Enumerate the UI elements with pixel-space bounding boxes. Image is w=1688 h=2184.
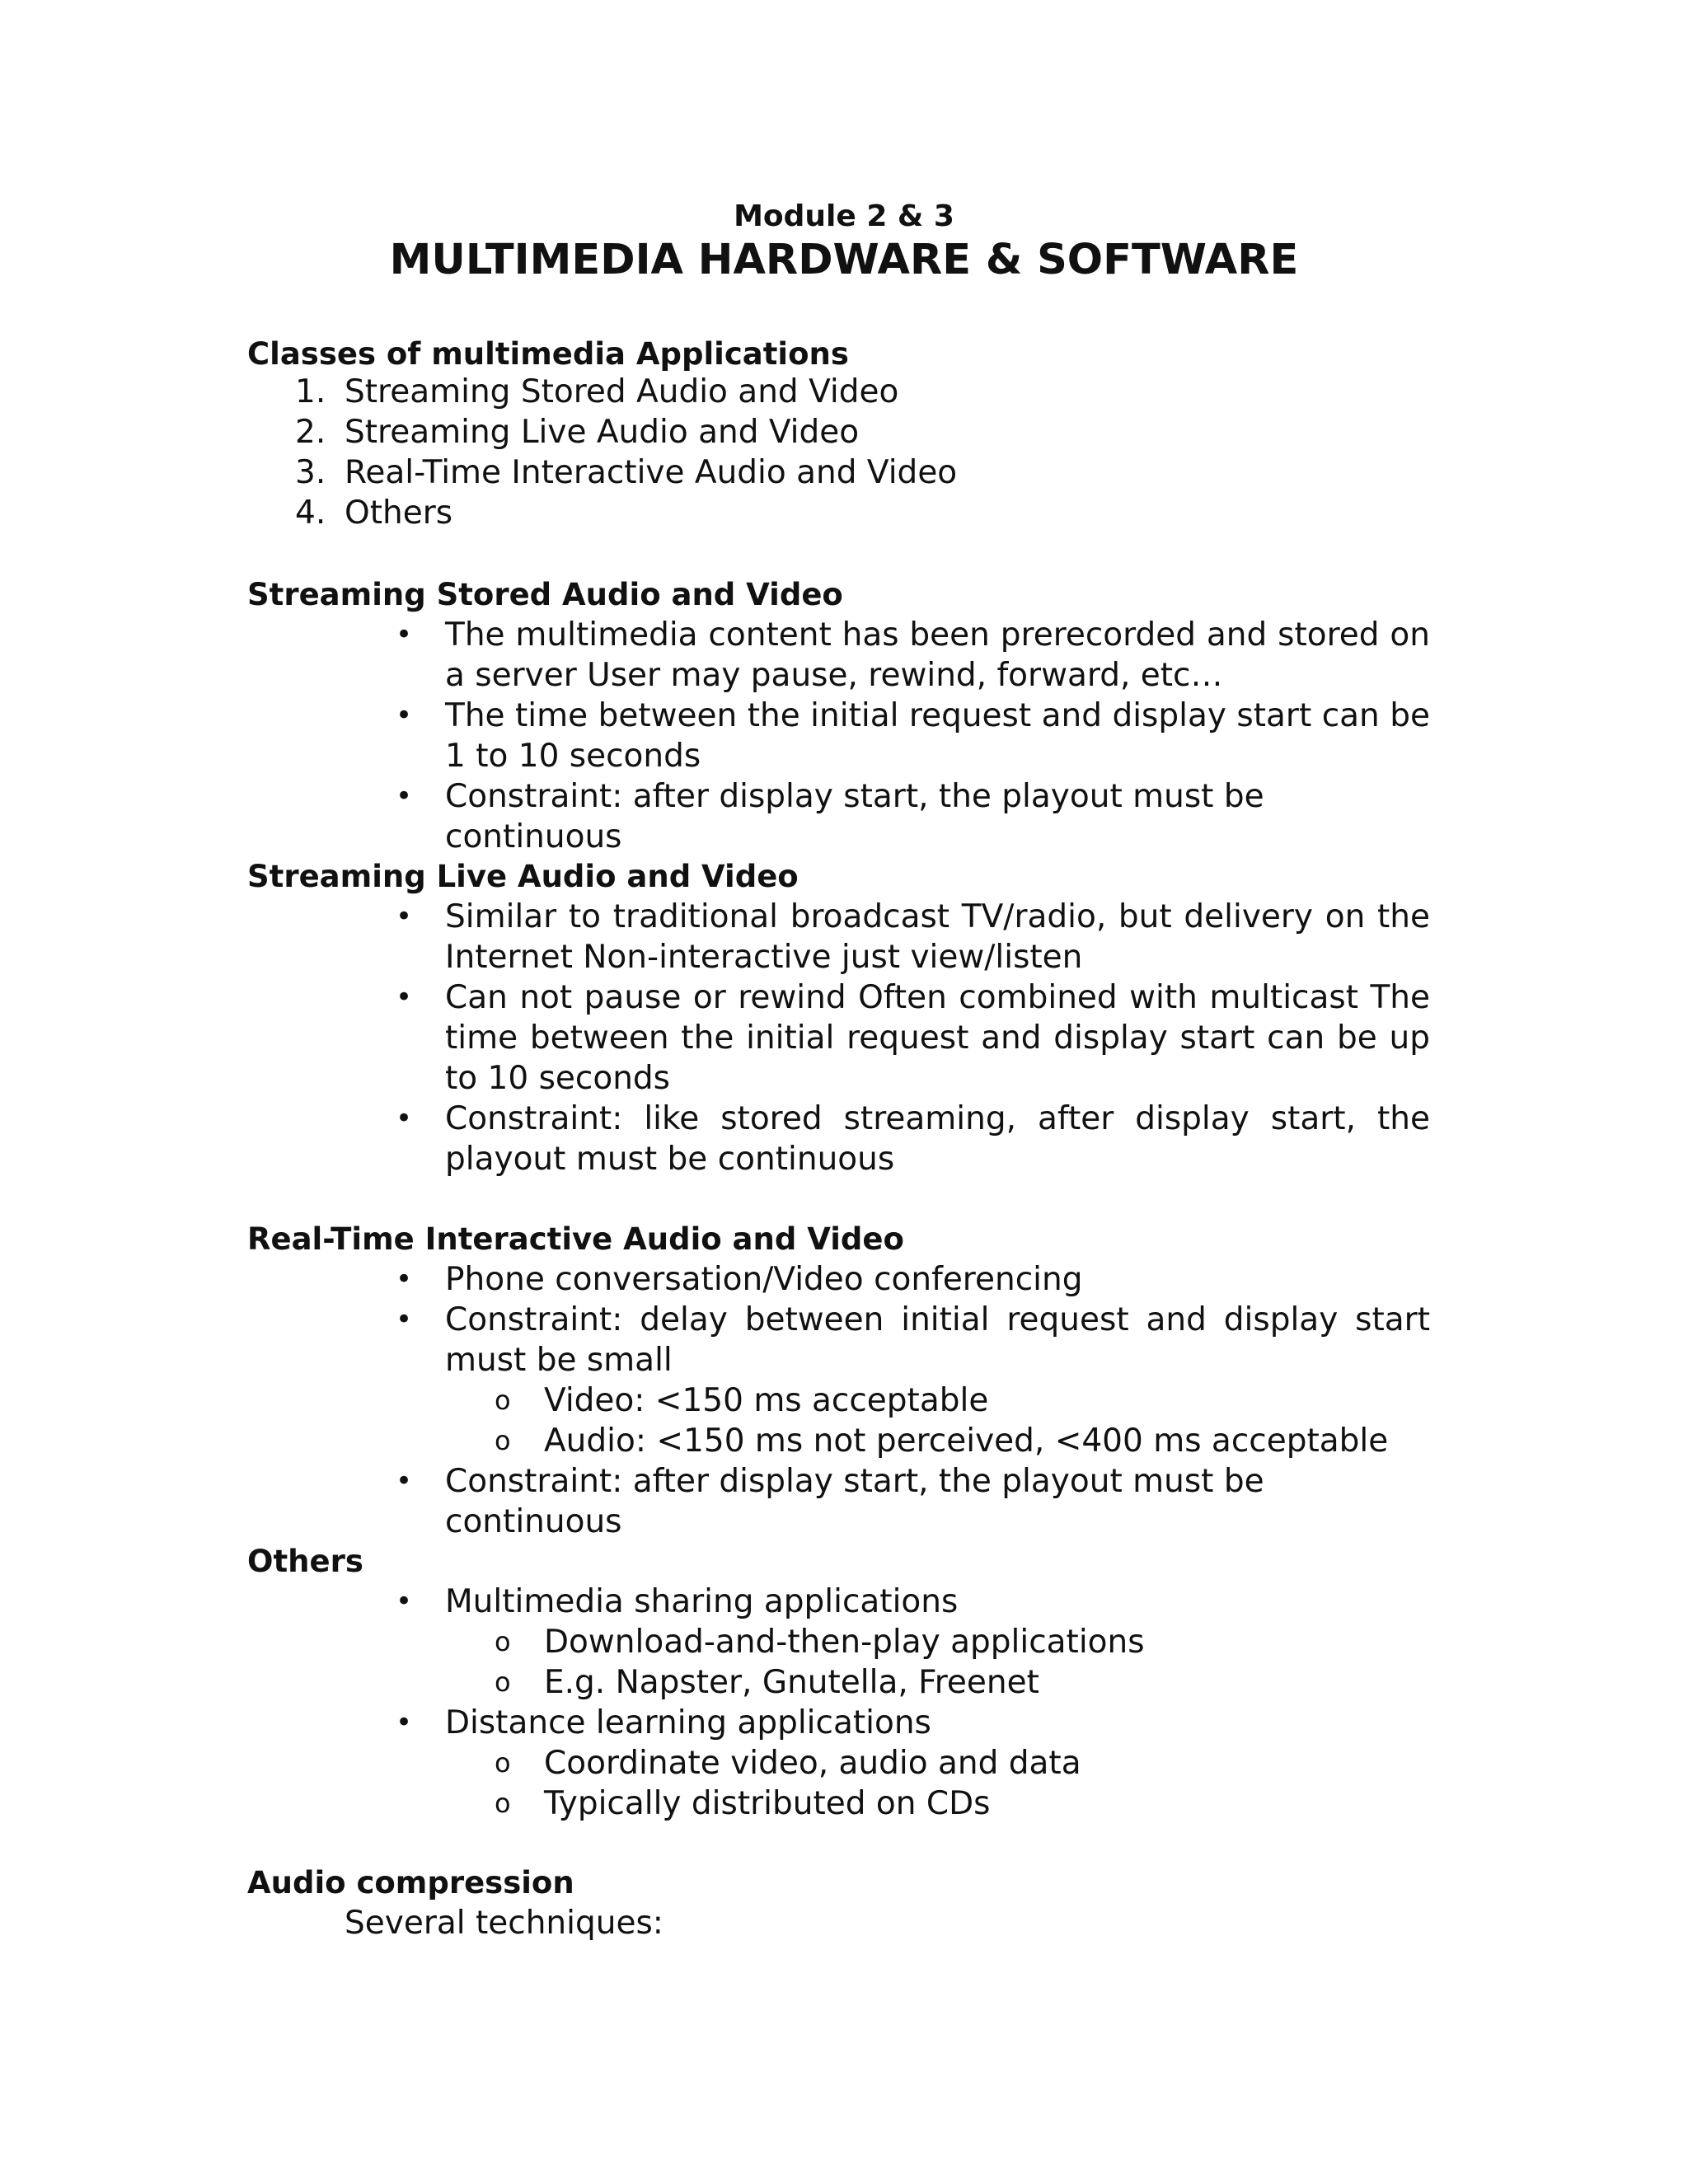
sub-list-item: o Typically distributed on CDs bbox=[495, 1785, 991, 1822]
bullet-icon: • bbox=[396, 1585, 413, 1618]
others-bullets bbox=[396, 1582, 1430, 1824]
list-item: • Similar to traditional broadcast TV/radio, but delivery on the Internet Non-interactive just view/listen bbox=[396, 898, 1430, 976]
heading-realtime: Real-Time Interactive Audio and Video bbox=[247, 1221, 904, 1257]
sub-bullet-icon: o bbox=[495, 1385, 511, 1416]
list-item: • Can not pause or rewind Often combined with multicast The time between the initial request and display start can be up to 10 seconds bbox=[396, 979, 1430, 1097]
item-label: Streaming Live Audio and Video bbox=[345, 414, 860, 451]
sub-bullet-icon: o bbox=[495, 1425, 511, 1456]
bullet-icon: • bbox=[396, 1263, 413, 1296]
heading-classes: Classes of multimedia Applications bbox=[247, 336, 849, 372]
list-item: • Distance learning applications bbox=[396, 1704, 931, 1741]
bullet-icon: • bbox=[396, 699, 413, 732]
sub-list-item: o Coordinate video, audio and data bbox=[495, 1745, 1081, 1782]
item-label: Real-Time Interactive Audio and Video bbox=[345, 454, 958, 491]
audio-intro-text: Several techniques: bbox=[345, 1905, 663, 1942]
sub-bullet-icon: o bbox=[495, 1626, 511, 1657]
item-number: 4. bbox=[295, 494, 326, 532]
stored-bullets bbox=[396, 615, 1430, 857]
item-label: Streaming Stored Audio and Video bbox=[345, 373, 899, 410]
list-item: • The multimedia content has been prerecorded and stored on a server User may pause, rewind, forward, etc… bbox=[396, 616, 1430, 694]
list-item: • Constraint: like stored streaming, after display start, the playout must be continuous bbox=[396, 1100, 1430, 1178]
live-bullets bbox=[396, 897, 1430, 1179]
sub-bullet-icon: o bbox=[495, 1747, 511, 1779]
item-number: 2. bbox=[295, 414, 326, 451]
list-item: • The time between the initial request and display start can be 1 to 10 seconds bbox=[396, 697, 1430, 775]
heading-stored: Streaming Stored Audio and Video bbox=[247, 577, 843, 612]
sub-list-item: o E.g. Napster, Gnutella, Freenet bbox=[495, 1664, 1039, 1701]
bullet-icon: • bbox=[396, 780, 413, 813]
sub-list-item: o Video: <150 ms acceptable bbox=[495, 1382, 989, 1419]
list-item: • Phone conversation/Video conferencing bbox=[396, 1261, 1083, 1298]
item-number: 1. bbox=[295, 373, 326, 410]
sub-list-item: o Download-and-then-play applications bbox=[495, 1624, 1145, 1661]
item-number: 3. bbox=[295, 454, 326, 491]
sub-list-item: o Audio: <150 ms not perceived, <400 ms acceptable bbox=[495, 1422, 1389, 1460]
bullet-icon: • bbox=[396, 1303, 413, 1336]
item-label: Others bbox=[345, 494, 453, 532]
heading-live: Streaming Live Audio and Video bbox=[247, 859, 799, 894]
heading-audio: Audio compression bbox=[247, 1865, 574, 1900]
module-label: Module 2 & 3 bbox=[734, 199, 954, 233]
bullet-icon: • bbox=[396, 1706, 413, 1739]
page-title: MULTIMEDIA HARDWARE & SOFTWARE bbox=[389, 236, 1299, 284]
bullet-icon: • bbox=[396, 1465, 413, 1497]
list-item: • Constraint: delay between initial request and display start must be small bbox=[396, 1301, 1430, 1379]
bullet-icon: • bbox=[396, 981, 413, 1014]
realtime-bullets bbox=[396, 1259, 1430, 1542]
sub-bullet-icon: o bbox=[495, 1788, 511, 1819]
list-item: • Constraint: after display start, the playout must be continuous bbox=[396, 778, 1264, 855]
bullet-icon: • bbox=[396, 900, 413, 933]
bullet-icon: • bbox=[396, 618, 413, 651]
list-item: • Multimedia sharing applications bbox=[396, 1583, 959, 1620]
list-item: • Constraint: after display start, the playout must be continuous bbox=[396, 1463, 1264, 1540]
bullet-icon: • bbox=[396, 1102, 413, 1135]
heading-others: Others bbox=[247, 1544, 363, 1579]
sub-bullet-icon: o bbox=[495, 1666, 511, 1698]
